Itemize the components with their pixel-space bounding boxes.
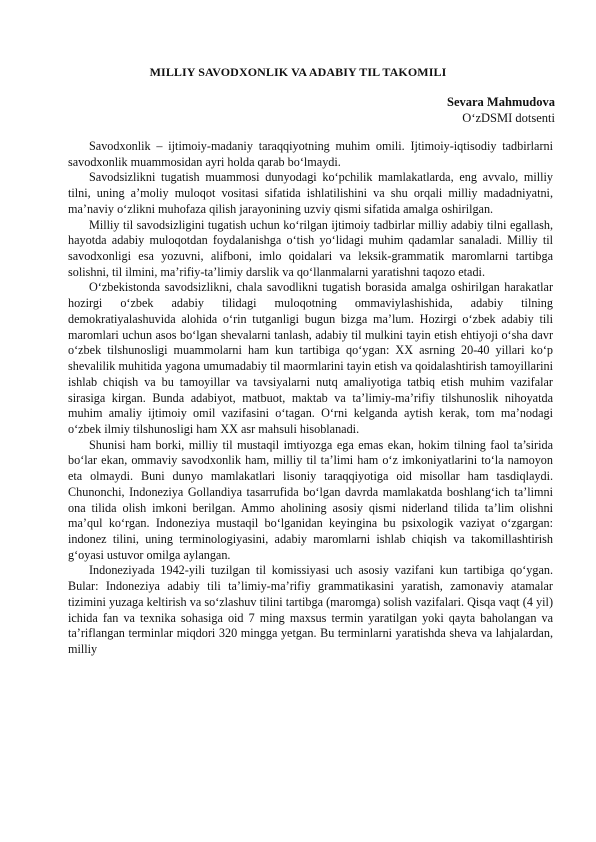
author-name: Sevara Mahmudova (447, 95, 555, 109)
paragraph: Indoneziyada 1942-yili tuzilgan til komissiyasi uch asosiy vazifani kun tartibiga qo‘ygan. Bular: Indoneziya adabiy tili ta’limiy-ma’rifiy grammatikasini yaratish, zamonaviy atamalar tizimini yuzaga keltirish va so‘zlashuv tilini tartibga (maromga) solish vazifalari. Qisqa vaqt (4 yil) ichida fan va texnika sohasiga oid 7 ming maxsus termin yaratilgan yoki qayta baholangan va ta’riflangan terminlar miqdori 320 mingga yetgan. Bu terminlarni yaratishda sheva va lahjalardan, milliy (68, 563, 553, 656)
author-position: O‘zDSMI dotsenti (462, 111, 555, 125)
paragraph: Milliy til savodsizligini tugatish uchun ko‘rilgan ijtimoiy tadbirlar milliy adabiy tilni egallash, hayotda adabiy muloqotdan foydalanishga o‘tish yo‘lidagi muhim qadamlar sanaladi. Milliy til savodxonligi esa yozuvni, alifboni, imlo qoidalari va leksik-grammatik maromlarni tartibga solishni, til ilmini, ma’rifiy-ta’limiy darslik va qo‘llanmalarni yaratishni taqozo etadi. (68, 217, 553, 279)
article-body (68, 139, 553, 658)
paragraph: Savodxonlik – ijtimoiy-madaniy taraqqiyotning muhim omili. Ijtimoiy-iqtisodiy tadbirlarni savodxonlik muammosidan ayri holda qarab bo‘lmaydi. (68, 139, 553, 169)
author-block (447, 94, 555, 126)
paragraph: O‘zbekistonda savodsizlikni, chala savodlikni tugatish borasida amalga oshirilgan harakatlar hozirgi o‘zbek adabiy tilidagi muloqotning ommaviylashishida, adabiy tilning demokratiyalashuvida alohida o‘rin tutganligi bugun bizga ma’lum. Hozirgi o‘zbek adabiy tili maromlari uchun asos bo‘lgan shevalarni tanlash, adabiy til mulkini tayin etish ehtiyoji o‘sha davr o‘zbek tilshunosligi muammolarni ham kun tartibiga qo‘ygan: XX asrning 20-40 yillari ko‘p shevalilik muhitida yagona umumadabiy til maormlarini tayin etish va qoidalashtirish tamoyillarini ishlab chiqish va bu tamoyillar va tavsiyalarni nutq amaliyotiga tatbiq etish muhim vazifalar sirasiga kirgan. Bunda adabiyot, matbuot, maktab va ta’limiy-ma’rifiy tilshunoslik nihoyatda muhim amaliy ijtimoiy omil vazifasini o‘tagan. O‘rni kelganda aytish kerak, tom ma’nodagi o‘zbek ilmiy tilshunosligi ham XX asr mahsuli hisoblanadi. (68, 280, 553, 436)
article-title: MILLIY SAVODXONLIK VA ADABIY TIL TAKOMILI (149, 65, 447, 79)
paragraph: Savodsizlikni tugatish muammosi dunyodagi ko‘pchilik mamlakatlarda, eng avvalo, milliy tilni, uning a’moliy muloqot vositasi sifatida ishlatilishini va shu orqali milliy madadniyatni, ma’naviy o‘zlikni muhofaza qilish jarayonining uzviy qismi sifatida amalga oshirilgan. (68, 170, 553, 216)
paragraph: Shunisi ham borki, milliy til mustaqil imtiyozga ega emas ekan, hokim tilning faol ta’sirida bo‘lar ekan, ommaviy savodxonlik ham, milliy til ta’limi ham o‘z imkoniyatlarini to‘la namoyon eta olmaydi. Buni dunyo mamlakatlari lisoniy taraqqiyotiga oid misollar ham tasdiqlaydi. Chunonchi, Indoneziya Gollandiya tasarrufida bo‘lgan davrda mamlakatda boshlang‘ich ta’limni ona tilida olish imkoni berilgan. Ammo aholining asosiy qismi niderland tilida ta’lim olishni ma’qul ko‘rgan. Indoneziya mustaqil bo‘lganidan keyingina bu psixologik vaziyat o‘zgargan: indonez tilini, uning terminologiyasini, adabiy maromlarni ishlab chiqish va takomillashtirish g‘oyasi ustuvor omilga aylangan. (68, 437, 553, 562)
